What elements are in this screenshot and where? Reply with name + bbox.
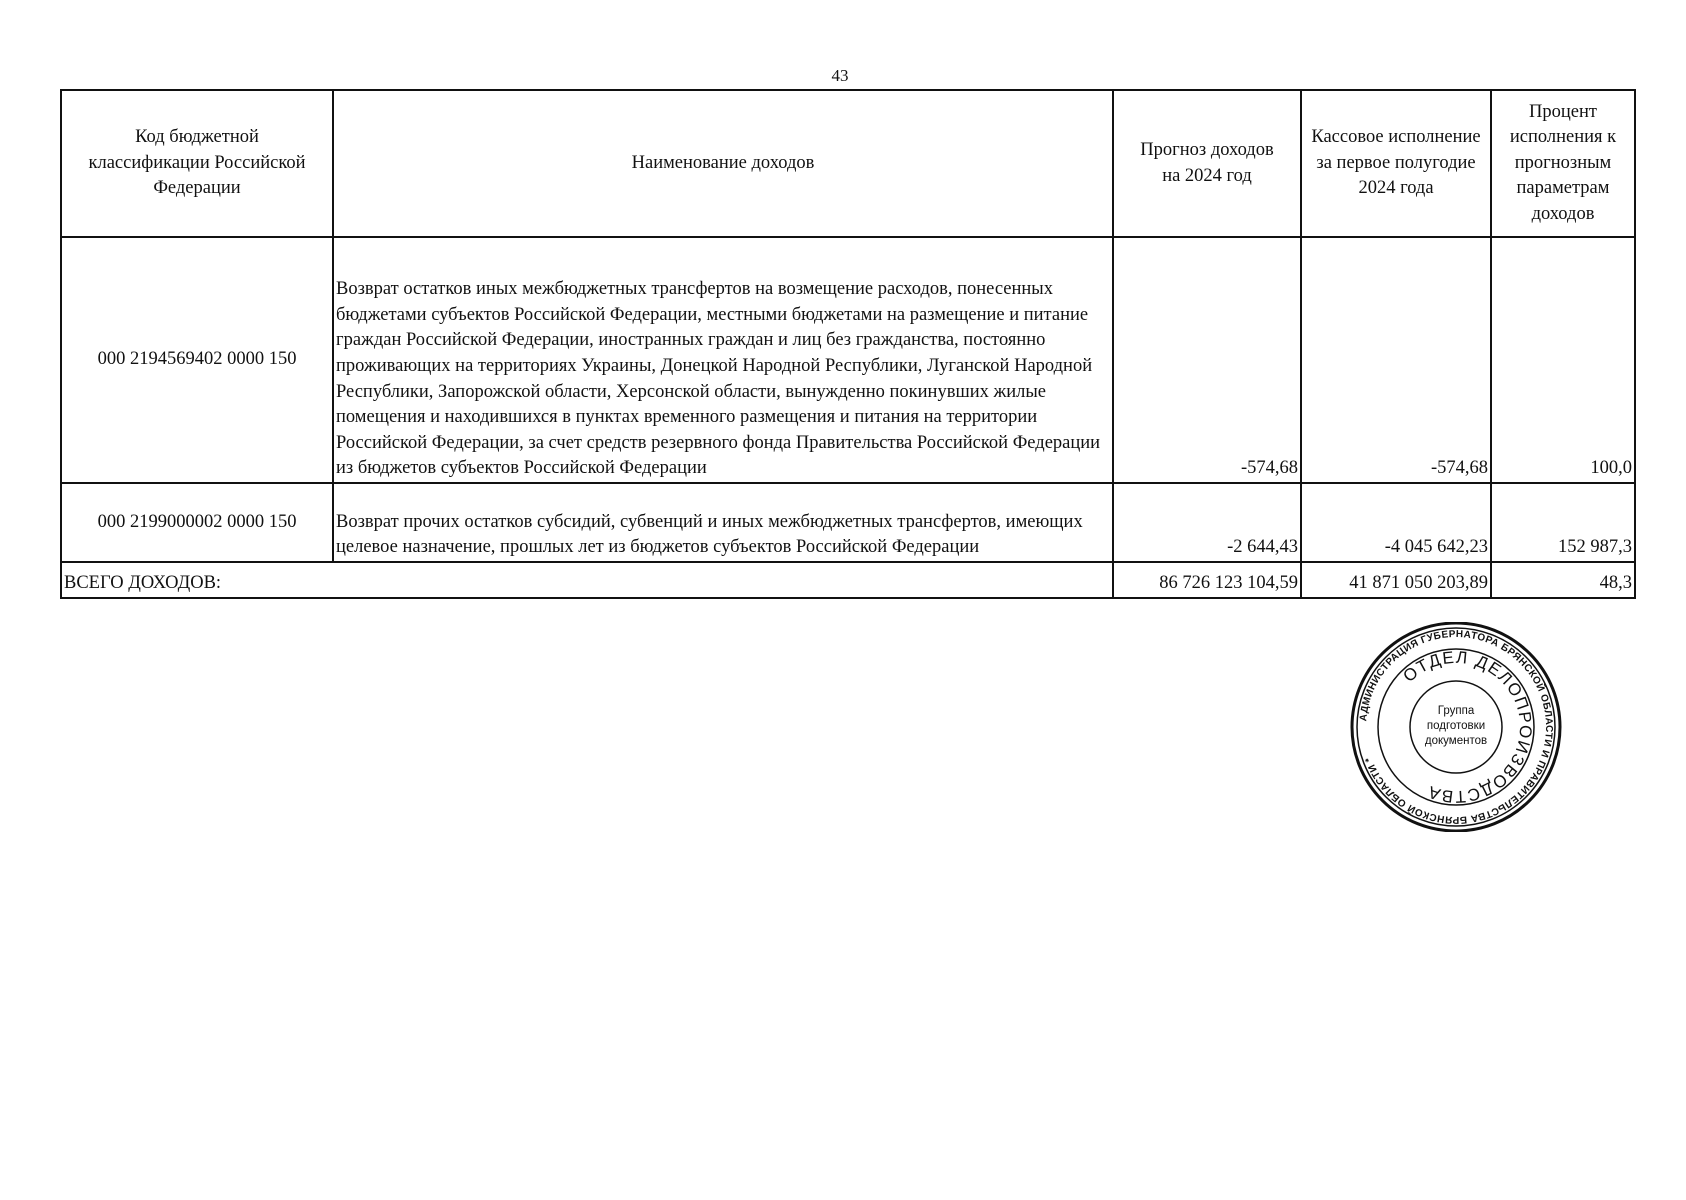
header-percent: Процент исполнения к прогнозным параметрам доходов [1491,90,1635,237]
office-stamp [1346,622,1566,832]
total-row [61,562,1635,598]
row-forecast: -574,68 [1113,237,1301,483]
row-percent: 152 987,3 [1491,483,1635,562]
stamp-center-line: подготовки [1426,720,1486,732]
header-row [61,90,1635,237]
total-forecast: 86 726 123 104,59 [1113,562,1301,598]
row-name: Возврат остатков иных межбюджетных трансфертов на возмещение расходов, понесенных бюджетами субъектов Российской Федерации, местными бюджетами на размещение и питание граждан Российской Федерации, иностранных граждан и лиц без гражданства, постоянно проживающих на территориях Украины, Донецкой Народной Республики, Луганской Народной Республики, Запорожской области, Херсонской области, вынужденно покинувших жилые помещения и находившихся в пунктах временного размещения и питания на территории Российской Федерации, за счет средств резервного фонда Правительства Российской Федерации из бюджетов субъектов Российской Федерации [333,237,1113,483]
row-code: 000 2194569402 0000 150 [61,237,333,483]
table-row [61,237,1635,483]
header-code: Код бюджетной классификации Российской Федерации [61,90,333,237]
stamp-center-line: Группа [1437,705,1475,717]
stamp-outer-text: АДМИНИСТРАЦИЯ ГУБЕРНАТОРА БРЯНСКОЙ ОБЛАСТИ И ПРАВИТЕЛЬСТВА БРЯНСКОЙ ОБЛАСТИ * [1358,628,1555,826]
header-execution: Кассовое исполнение за первое полугодие 2024 года [1301,90,1491,237]
header-name: Наименование доходов [333,90,1113,237]
total-label: ВСЕГО ДОХОДОВ: [61,562,1113,598]
row-execution: -574,68 [1301,237,1491,483]
row-code: 000 2199000002 0000 150 [61,483,333,562]
revenue-table [60,89,1636,599]
table-row [61,483,1635,562]
stamp-center-line: документов [1424,735,1488,747]
stamp-middle-text: ОТДЕЛ ДЕЛОПРОИЗВОДСТВА [1399,647,1536,807]
page-number: 43 [831,66,849,85]
row-percent: 100,0 [1491,237,1635,483]
row-forecast: -2 644,43 [1113,483,1301,562]
total-percent: 48,3 [1491,562,1635,598]
row-name: Возврат прочих остатков субсидий, субвенций и иных межбюджетных трансфертов, имеющих целевое назначение, прошлых лет из бюджетов субъектов Российской Федерации [333,483,1113,562]
header-forecast: Прогноз доходов на 2024 год [1113,90,1301,237]
total-execution: 41 871 050 203,89 [1301,562,1491,598]
row-execution: -4 045 642,23 [1301,483,1491,562]
